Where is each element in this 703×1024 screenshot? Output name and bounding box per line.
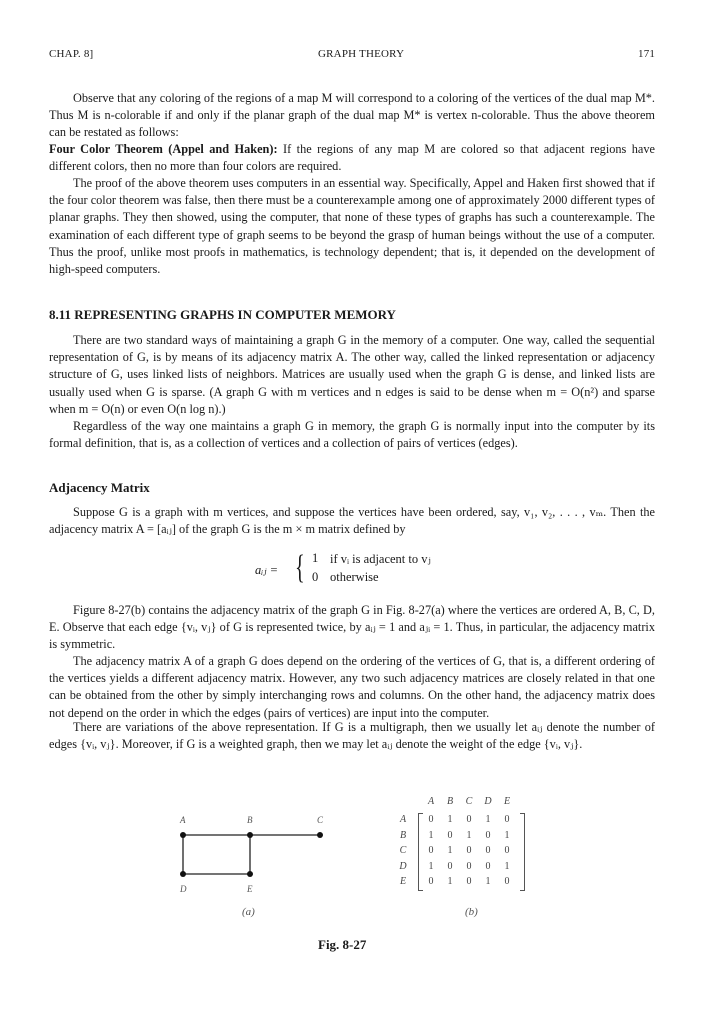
matrix-row-label: C — [399, 845, 407, 856]
matrix-col-label: C — [465, 796, 473, 807]
graph-vertex-C — [317, 832, 323, 838]
paragraph-proof: The proof of the above theorem uses computers in an essential way. Specifically, Appel and Haken first showed that if the four color theorem was false, then there must be a counterexample among one of approximately 2000 different types of planar graphs. They then showed, using the computer, that none of these types of graphs has such a counterexample. The examination of each different type of graph seems to be beyond the grasp of human beings without the use of a computer. Thus the proof, unlike most proofs in mathematics, is technology dependent; that is, it depended on the development of high-speed computers. — [49, 176, 655, 277]
matrix-cell: 0 — [504, 845, 510, 856]
matrix-cell: 0 — [428, 845, 434, 856]
matrix-row-label: A — [399, 814, 407, 825]
matrix-cell: 0 — [485, 860, 491, 872]
paragraph-ordering: The adjacency matrix A of a graph G does depend on the ordering of the vertices of G, that is, a different ordering of the vertices yields a different adjacency matrix. However, any two such adjacency matrices are closely related in that one can be obtained from the other by simply interchanging rows and columns. On the other hand, the adjacency matrix does not depend on the order in which the edges (pairs of vertices) are input into the computer. — [49, 654, 655, 720]
matrix-row-label: B — [399, 829, 407, 841]
graph-vertex-label-B: B — [247, 815, 253, 825]
graph-vertex-label-D: D — [180, 884, 187, 892]
paragraph-variations: There are variations of the above representation. If G is a multigraph, then we usually let aᵢⱼ denote the number of edges {vᵢ, vⱼ}. Moreover, if G is a weighted graph, then we may let aᵢⱼ denote the weight of the edge {vᵢ, vⱼ}. — [49, 720, 655, 752]
graph-vertex-label-C: C — [317, 815, 324, 825]
matrix-cell: 0 — [485, 829, 491, 841]
adjacency-equation — [255, 551, 515, 591]
equation-brace: { — [295, 549, 305, 586]
subfigure-a-label: (a) — [242, 906, 255, 918]
matrix-cell: 1 — [447, 845, 453, 856]
paragraph-adjacency-def: Suppose G is a graph with m vertices, and suppose the vertices have been ordered, say, v₁, v₂, . . . , vₘ. Then the adjacency matrix A = [aᵢⱼ] of the graph G is the m × m matrix defined by — [49, 505, 655, 537]
graph-vertex-D — [180, 871, 186, 877]
chapter-label: CHAP. 8] — [49, 48, 94, 60]
graph-vertex-A — [180, 832, 186, 838]
equation-lhs: aᵢⱼ = — [255, 563, 279, 577]
case-2-condition: otherwise — [330, 570, 379, 584]
matrix-cell: 1 — [504, 860, 510, 872]
matrix-cell: 0 — [504, 876, 510, 887]
matrix-cell: 1 — [504, 829, 510, 841]
matrix-col-label: B — [446, 796, 454, 807]
matrix-cell: 1 — [485, 876, 491, 887]
matrix-cell: 0 — [447, 829, 453, 841]
matrix-cell: 1 — [447, 814, 453, 825]
matrix-cell: 0 — [466, 845, 472, 856]
section-heading: 8.11 REPRESENTING GRAPHS IN COMPUTER MEMORY — [49, 307, 396, 322]
matrix-cell: 0 — [466, 814, 472, 825]
matrix-cell: 0 — [504, 814, 510, 825]
graph-vertex-label-A: A — [180, 815, 186, 825]
subsection-heading: Adjacency Matrix — [49, 480, 150, 495]
running-title: GRAPH THEORY — [318, 48, 405, 60]
graph-vertex-label-E: E — [247, 884, 253, 892]
matrix-cell: 0 — [466, 860, 472, 872]
case-2-value: 0 — [312, 570, 319, 584]
matrix-cell: 0 — [485, 845, 491, 856]
matrix-cell: 1 — [485, 814, 491, 825]
matrix-right-bracket — [520, 813, 525, 891]
matrix-cell: 0 — [428, 876, 434, 887]
paragraph-representations: There are two standard ways of maintaining a graph G in the memory of a computer. One way, called the sequential representation of G, is by means of its adjacency matrix A. The other way, called the linked representation or adjacency structure of G, uses linked lists of neighbors. Matrices are usually used when the graph G is dense, and linked lists are usually used when G is sparse. (A graph G with m vertices and n edges is said to be dense when m = O(n²) and sparse when m = O(n) or even O(n log n).) — [49, 333, 655, 416]
matrix-cell: 1 — [428, 860, 434, 872]
matrix-row-label: D — [399, 860, 407, 872]
matrix-cell: 1 — [428, 829, 434, 841]
case-1-value: 1 — [312, 551, 319, 565]
matrix-row-label: E — [399, 876, 407, 887]
matrix-col-label: E — [503, 796, 511, 807]
matrix-cell: 1 — [466, 829, 472, 841]
matrix-col-label: A — [427, 796, 435, 807]
paragraph-dual-map: Observe that any coloring of the regions of a map M will correspond to a coloring of the vertices of the dual map M*. Thus M is n-colorable if and only if the planar graph of the dual map M* is vertex n-colorable. Thus the above theorem can be restated as follows: — [49, 91, 655, 140]
matrix-cell: 0 — [447, 860, 453, 872]
theorem-statement — [49, 141, 655, 175]
matrix-cell: 0 — [428, 814, 434, 825]
paragraph-figure-ref: Figure 8-27(b) contains the adjacency matrix of the graph G in Fig. 8-27(a) where the vertices are ordered A, B, C, D, E. Observe that each edge {vᵢ, vⱼ} of G is represented twice, by aᵢⱼ = 1 and aⱼᵢ = 1. Thus, in particular, the adjacency matrix is symmetric. — [49, 603, 655, 652]
matrix-col-label: D — [484, 796, 492, 807]
graph-vertex-B — [247, 832, 253, 838]
adjacency-matrix — [390, 796, 530, 896]
subfigure-b-label: (b) — [465, 906, 478, 918]
theorem-label: Four Color Theorem (Appel and Haken): — [49, 142, 278, 156]
page-number: 171 — [638, 48, 656, 60]
matrix-cell: 0 — [466, 876, 472, 887]
graph-vertex-E — [247, 871, 253, 877]
graph-figure — [170, 812, 340, 892]
theorem-text: If the regions of any map M are colored so that adjacent regions have different colors, then no more than four colors are required. — [49, 142, 655, 174]
matrix-left-bracket — [418, 813, 423, 891]
figure-caption: Fig. 8-27 — [318, 937, 367, 952]
paragraph-input: Regardless of the way one maintains a graph G in memory, the graph G is normally input into the computer by its formal definition, that is, as a collection of vertices and a collection of pairs of vertices (edges). — [49, 419, 655, 451]
matrix-cell: 1 — [447, 876, 453, 887]
case-1-condition: if vᵢ is adjacent to vⱼ — [330, 552, 431, 566]
